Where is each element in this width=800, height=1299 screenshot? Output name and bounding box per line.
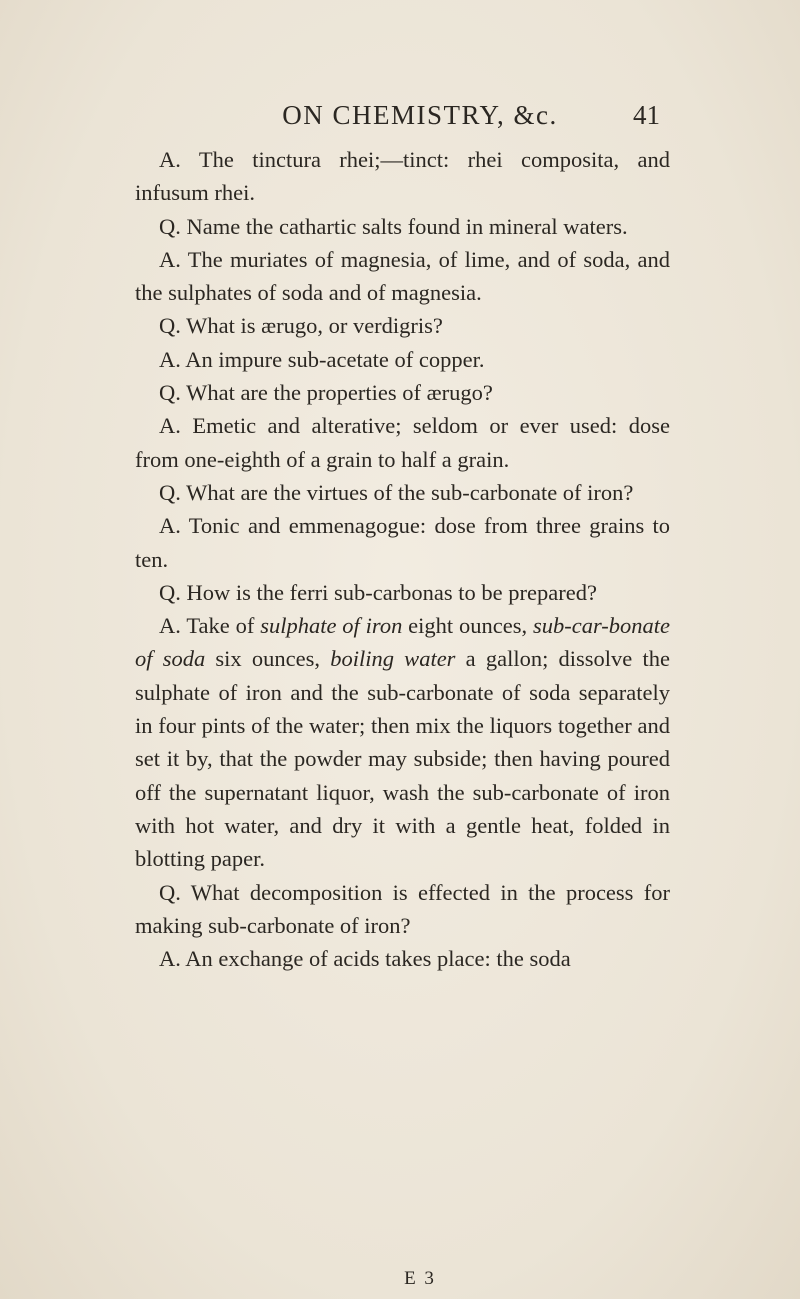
signature-mark: E 3 xyxy=(404,1268,436,1289)
question-paragraph: Q. How is the ferri sub-carbonas to be prepared? xyxy=(159,579,597,605)
recipe-text: eight ounces, xyxy=(402,613,533,639)
answer-paragraph: A. An impure sub-acetate of copper. xyxy=(159,346,485,372)
recipe-paragraph xyxy=(135,609,670,875)
recipe-ingredient: sulphate of iron xyxy=(260,613,403,639)
answer-paragraph: A. Tonic and emmenagogue: dose from three grains to ten. xyxy=(135,513,670,572)
answer-paragraph: A. Emetic and alterative; seldom or ever used: dose from one-eighth of a grain to half a grain. xyxy=(135,413,670,472)
page-header xyxy=(180,100,660,140)
question-paragraph: Q. What are the properties of ærugo? xyxy=(159,380,493,406)
question-paragraph: Q. What are the virtues of the sub-carbonate of iron? xyxy=(159,479,634,505)
recipe-ingredient: boiling water xyxy=(330,646,456,672)
answer-paragraph: A. The tinctura rhei;—tinct: rhei composita, and infusum rhei. xyxy=(135,147,670,206)
body-text xyxy=(135,143,670,975)
recipe-text: six ounces, xyxy=(205,646,331,672)
running-head: ON CHEMISTRY, &c. xyxy=(282,100,558,130)
recipe-ingredient: sub-car-bonate of soda xyxy=(135,613,671,672)
recipe-text: A. Take of xyxy=(159,613,261,639)
question-paragraph: Q. What decomposition is effected in the process for making sub-carbonate of iron? xyxy=(135,879,670,938)
question-paragraph: Q. What is ærugo, or verdigris? xyxy=(159,313,443,339)
answer-paragraph: A. The muriates of magnesia, of lime, and of soda, and the sulphates of soda and of magnesia. xyxy=(135,246,670,306)
signature-mark-line xyxy=(0,1268,800,1290)
question-paragraph: Q. Name the cathartic salts found in mineral waters. xyxy=(159,213,628,239)
recipe-text: a gallon; dissolve the sulphate of iron and the sub-carbonate of soda separately in four pints of the water; then mix the liquors together and set it by, that the powder may subside; then having poured off the supernatant liquor, wash the sub-carbonate of iron with hot water, and dry it with a gentle heat, folded in blotting paper. xyxy=(135,646,670,872)
answer-paragraph: A. An exchange of acids takes place: the soda xyxy=(159,946,571,972)
page-number: 41 xyxy=(633,100,660,130)
